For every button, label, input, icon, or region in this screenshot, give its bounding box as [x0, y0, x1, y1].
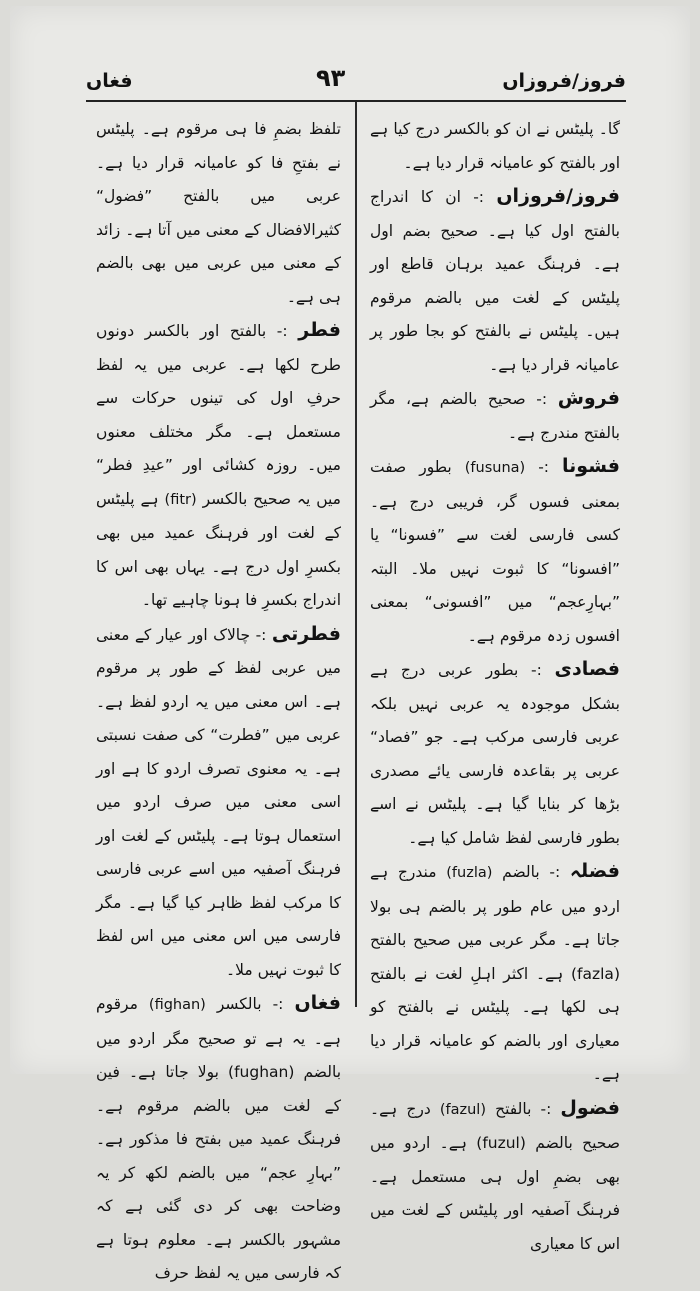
entry-headword: فصادی — [554, 658, 620, 680]
entry-headword: فضول — [560, 1096, 620, 1119]
dictionary-entry — [96, 618, 341, 988]
entry-headword: فروز/فروزاں — [496, 185, 620, 207]
entry-text-after: درج ہے۔ صحیح بالضم (fuzul) ہے۔ اردو میں بھی بضمِ اول ہی مستعمل ہے۔ فرہنگ آصفیہ اور پلیٹس کے لغت میں اس کا معیاری — [370, 1099, 620, 1253]
entry-headword: فشونا — [562, 455, 620, 477]
entry-text: :- بالضم — [502, 863, 561, 881]
entry-text-after: مرقوم ہے۔ یہ ہے تو صحیح مگر اردو میں بالضم (fughan) بولا جاتا ہے۔ فین کے لغت میں بالضم مرقوم ہے۔ فرہنگ عمید میں بفتح فا مذکور ہے۔ ”بہارِ عجم“ میں بالضم لکھ کر یہ وضاحت بھی کر دی گئی ہے کہ مشہور بالکسر ہے۔ معلوم ہوتا ہے کہ فارسی میں یہ لفظ حرف — [96, 995, 342, 1282]
entry-romanization: (fusuna) — [464, 460, 526, 476]
entry-headword: فطرتی — [271, 622, 341, 645]
entry-text-after: مندرج ہے اردو میں عام طور پر بالضم ہی بولا جاتا ہے۔ مگر عربی میں صحیح بالفتح (fazla) ہے۔ اکثر اہلِ لغت نے بالفتح ہی لکھا ہے۔ پلیٹس نے بالفتح کو معیاری اور بالضم کو عامیانہ قرار دیا ہے۔ — [370, 863, 620, 1083]
entry-text: گا۔ پلیٹس نے ان کو بالکسر درج کیا ہے اور بالفتح کو عامیانہ قرار دیا ہے۔ — [370, 120, 620, 172]
dictionary-entry — [370, 653, 620, 855]
dictionary-entry — [370, 450, 620, 653]
running-head-right: فروز/فروزاں — [502, 70, 626, 92]
entry-text: :- ان کا اندراج بالفتح اول کیا ہے۔ صحیح بضم اول ہے۔ فرہنگ عمید برہان قاطع اور پلیٹس کے لغت میں بالضم مرقوم ہیں۔ پلیٹس نے بالفتح کو بجا طور پر عامیانہ قرار دیا ہے۔ — [370, 188, 620, 374]
dictionary-entry — [370, 112, 620, 180]
entry-romanization: (fazul) — [439, 1101, 486, 1118]
entry-romanization: (fuzla) — [446, 865, 493, 881]
page-header — [86, 62, 626, 102]
dictionary-entry — [370, 855, 620, 1092]
entry-text-after: بطور صفت بمعنی فسوں گر، فریبی درج ہے۔ کسی فارسی لغت سے ”فسونا“ یا ”افسونا“ کا ثبوت نہیں ملا۔ البتہ ”بہارِعجم“ میں ”افسونی“ بمعنی افسوں زدہ مرقوم ہے۔ — [370, 458, 620, 645]
entry-headword: فضلہ — [569, 860, 620, 882]
entry-headword: فطر — [298, 319, 341, 341]
entry-text-after: ہے پلیٹس کے لغت اور فرہنگ عمید میں بھی بکسرِ اول درج ہے۔ یہاں بھی اس کا اندراج بکسرِ فا ہونا چاہیے تھا۔ — [96, 489, 341, 609]
dictionary-entry — [370, 382, 620, 450]
entry-romanization: (fighan) — [148, 997, 206, 1013]
entry-text: :- بالفتح اور بالکسر دونوں طرح لکھا ہے۔ عربی میں یہ لفظ حرفِ اول کی تینوں حرکات سے مستعمل ہے۔ مگر مختلف معنوں میں۔ روزہ کشائی اور ”عیدِ فطر“ میں یہ صحیح بالکسر — [96, 322, 341, 508]
entry-text: :- بالکسر — [216, 995, 284, 1013]
dictionary-entry — [96, 112, 341, 314]
running-head-left: فغاں — [86, 70, 133, 92]
dictionary-entry — [96, 987, 341, 1291]
entry-text: :- بالفتح — [495, 1099, 552, 1118]
entry-text: :- چالاک اور عیار کے معنی میں عربی لفظ کے طور پر مرقوم ہے۔ اس معنی میں یہ اردو لفظ ہے۔ عربی میں ”فطرت“ کی صفت نسبتی ہے۔ یہ معنوی تصرف اردو کا ہے اور اسی معنی میں صرف اردو میں استعمال ہوتا ہے۔ پلیٹس کے لغت اور فرہنگ آصفیہ میں اسے عربی فارسی کا مرکب لفظ ظاہر کیا گیا ہے۔ مگر فارسی میں اس معنی میں اس لفظ کا ثبوت نہیں ملا۔ — [96, 625, 341, 979]
dictionary-entry — [370, 1092, 620, 1262]
column-divider — [355, 102, 357, 1007]
entry-text: :- — [538, 458, 550, 476]
entry-headword: فروش — [557, 387, 620, 409]
entry-headword: فغاں — [294, 992, 341, 1014]
entry-text: :- بطور عربی درج ہے بشکل موجودہ یہ عربی نہیں بلکہ عربی فارسی مرکب ہے۔ جو ”فصاد“ عربی پر بقاعدہ فارسی یائے مصدری بڑھا کر بنایا گیا ہے۔ پلیٹس نے اسے بطور فارسی لفظ شامل کیا ہے۔ — [370, 661, 620, 847]
right-column — [370, 112, 620, 1253]
dictionary-entry — [370, 180, 620, 382]
entry-text: :- صحیح بالضم ہے، مگر بالفتح مندرج ہے۔ — [370, 390, 620, 442]
entry-romanization: (fitr) — [164, 491, 197, 508]
left-column — [96, 112, 342, 1282]
page-number: ۹۳ — [316, 64, 346, 92]
dictionary-entry — [96, 314, 341, 618]
entry-text: تلفظ بضمِ فا ہی مرقوم ہے۔ پلیٹس نے بفتحِ فا کو عامیانہ قرار دیا ہے۔ عربی میں بالفتح ”فضول“ کثیرالافضال کے معنی میں آتا ہے۔ زائد کے معنی میں عربی میں بھی بالضم ہی ہے۔ — [96, 120, 341, 306]
